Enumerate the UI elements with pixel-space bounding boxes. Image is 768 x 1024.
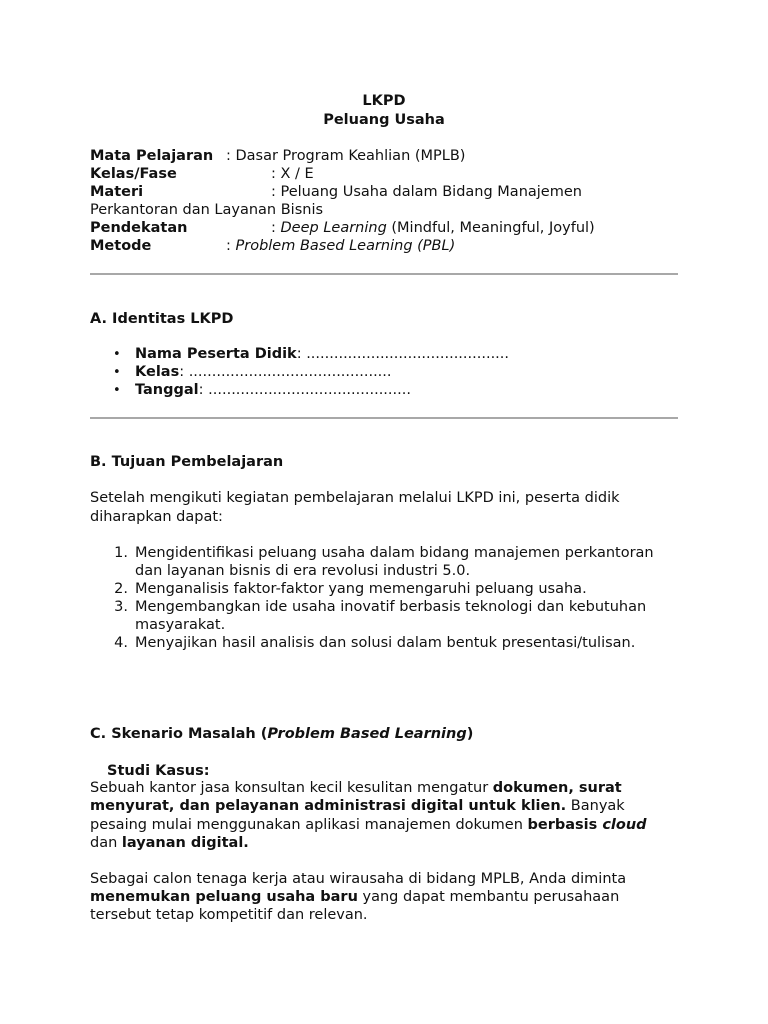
case-text-bold: layanan digital. (121, 835, 249, 851)
task-line-1: Sebagai calon tenaga kerja atau wirausaha di bidang MPLB, Anda diminta (90, 871, 627, 887)
materi-label: Materi (90, 184, 144, 200)
pendekatan-value (271, 219, 595, 237)
kelas-label: Kelas/Fase (90, 166, 177, 182)
identity-item-text (135, 381, 411, 399)
identity-field-kelas[interactable]: : ............................................ (179, 364, 392, 380)
section-b-intro-line1: Setelah mengikuti kegiatan pembelajaran melalui LKPD ini, peserta didik (90, 490, 620, 506)
pendekatan-sep: : (271, 220, 281, 236)
case-line-2 (90, 797, 625, 815)
bullet-icon: • (113, 383, 121, 398)
mapel-label: Mata Pelajaran (90, 148, 214, 164)
goal-text: Menganalisis faktor-faktor yang memengaruhi peluang usaha. (135, 581, 587, 597)
case-text: Sebuah kantor jasa konsultan kecil kesulitan mengatur (90, 780, 493, 796)
document-title: LKPD (362, 93, 406, 109)
section-c-heading-suffix: ) (466, 726, 474, 742)
case-text-bold-italic: cloud (602, 817, 647, 833)
goal-text: Menyajikan hasil analisis dan solusi dalam bentuk presentasi/tulisan. (135, 635, 636, 651)
case-text-bold: dokumen, surat (492, 780, 622, 796)
document-subtitle: Peluang Usaha (323, 112, 445, 128)
identity-label-kelas: Kelas (135, 364, 180, 380)
section-a-heading: A. Identitas LKPD (90, 311, 234, 327)
goal-text-continued: dan layanan bisnis di era revolusi industri 5.0. (135, 563, 471, 579)
section-c-heading-prefix: C. Skenario Masalah ( (90, 726, 268, 742)
case-line-1 (90, 779, 622, 797)
section-c-heading (90, 725, 473, 743)
identity-label-tanggal: Tanggal (135, 382, 199, 398)
goal-text: Mengidentifikasi peluang usaha dalam bidang manajemen perkantoran (135, 545, 654, 561)
pendekatan-label: Pendekatan (90, 220, 188, 236)
materi-value: : Peluang Usaha dalam Bidang Manajemen (271, 184, 582, 200)
metode-sep: : (226, 238, 236, 254)
pendekatan-italic: Deep Learning (280, 220, 387, 236)
case-line-4 (90, 834, 249, 852)
bullet-icon: • (113, 365, 121, 380)
goal-number: 4. (114, 635, 128, 651)
goal-number: 3. (114, 599, 128, 615)
case-text-bold: berbasis (527, 817, 603, 833)
divider-2 (90, 417, 678, 419)
case-text-bold: menyurat, dan pelayanan administrasi digital untuk klien. (90, 798, 567, 814)
bullet-icon: • (113, 347, 121, 362)
case-line-3 (90, 816, 647, 834)
case-text: dan (90, 835, 122, 851)
pendekatan-rest: (Mindful, Meaningful, Joyful) (386, 220, 595, 236)
identity-field-nama[interactable]: : ............................................ (296, 346, 509, 362)
task-line-2 (90, 888, 619, 906)
identity-item-text (135, 363, 392, 381)
identity-item-text (135, 345, 509, 363)
case-study-title: Studi Kasus: (107, 763, 210, 779)
mapel-value: : Dasar Program Keahlian (MPLB) (226, 148, 466, 164)
kelas-value: : X / E (271, 166, 314, 182)
identity-field-tanggal[interactable]: : ............................................ (198, 382, 411, 398)
section-c-heading-italic: Problem Based Learning (267, 726, 467, 742)
identity-label-nama: Nama Peserta Didik (135, 346, 297, 362)
metode-label: Metode (90, 238, 152, 254)
goal-text: Mengembangkan ide usaha inovatif berbasis teknologi dan kebutuhan (135, 599, 647, 615)
goal-text-continued: masyarakat. (135, 617, 226, 633)
materi-value-continued: Perkantoran dan Layanan Bisnis (90, 202, 324, 218)
divider-1 (90, 273, 678, 275)
metode-italic: Problem Based Learning (PBL) (235, 238, 456, 254)
case-text: pesaing mulai menggunakan aplikasi manajemen dokumen (90, 817, 528, 833)
section-b-heading: B. Tujuan Pembelajaran (90, 454, 284, 470)
metode-value (226, 237, 455, 255)
task-text: yang dapat membantu perusahaan (357, 889, 620, 905)
task-text-bold: menemukan peluang usaha baru (90, 889, 358, 905)
section-b-intro-line2: diharapkan dapat: (90, 509, 223, 525)
goal-number: 2. (114, 581, 128, 597)
goal-number: 1. (114, 545, 128, 561)
case-text: Banyak (566, 798, 625, 814)
task-line-3: tersebut tetap kompetitif dan relevan. (90, 907, 368, 923)
